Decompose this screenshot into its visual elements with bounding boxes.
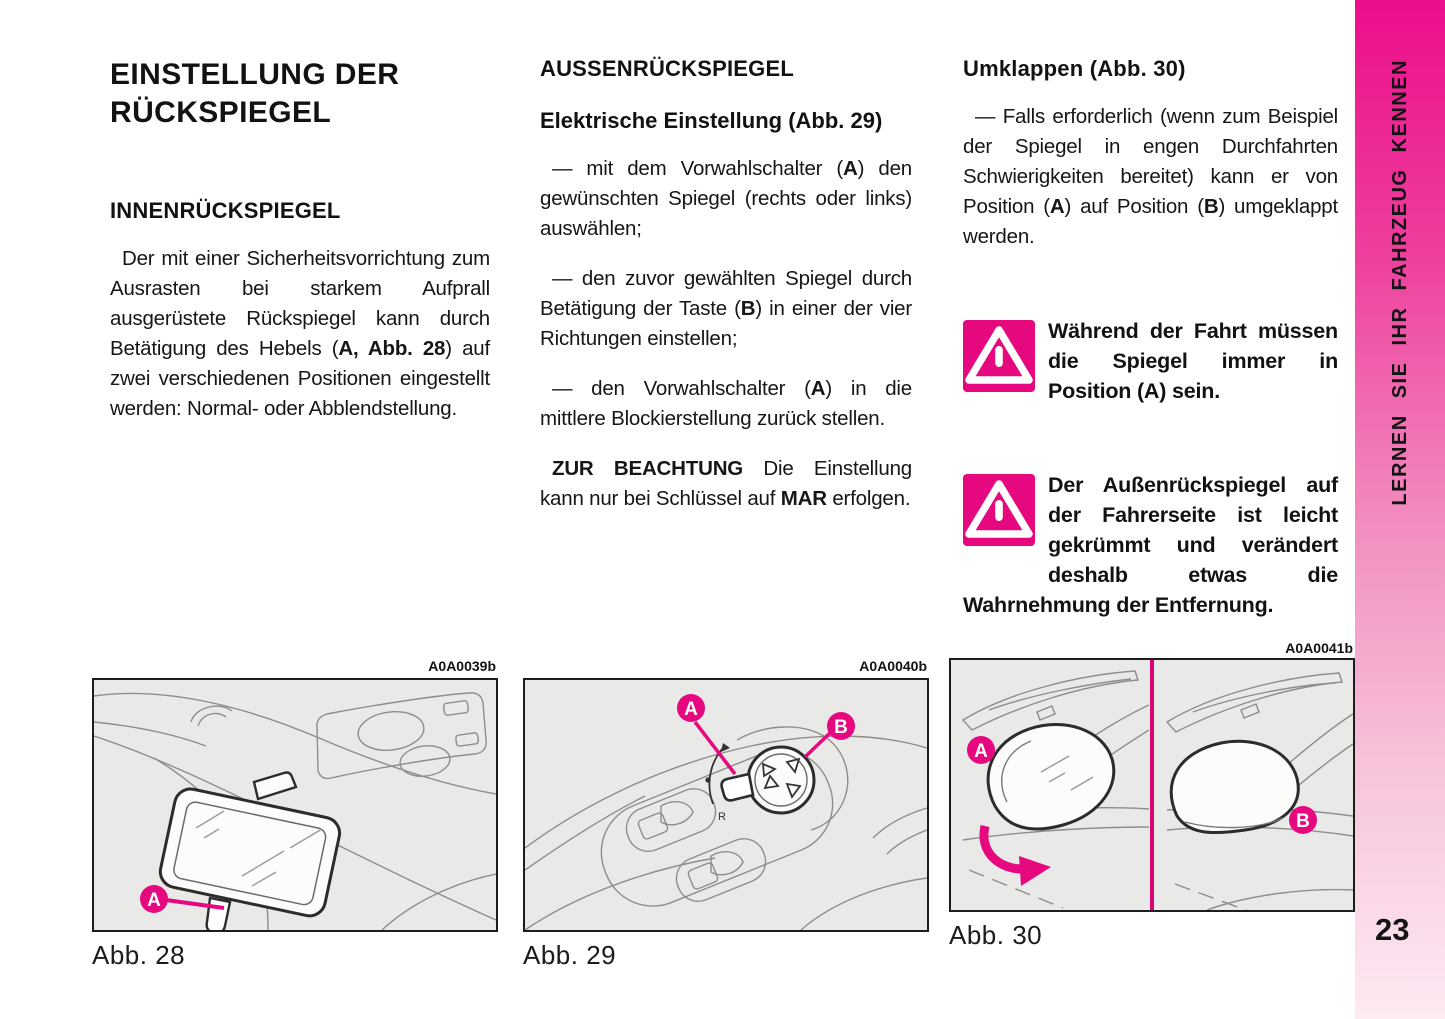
interior-mirror bbox=[157, 773, 342, 931]
text-segment-bold: B bbox=[740, 297, 756, 320]
subheading-elektrische-einstellung: Elektrische Einstellung (Abb. 29) bbox=[540, 108, 883, 133]
svg-text:R: R bbox=[718, 811, 726, 823]
callout-b-label: B bbox=[1296, 811, 1310, 832]
warning-triangle-glyph bbox=[963, 320, 1035, 392]
paragraph-zur-beachtung bbox=[540, 454, 912, 514]
text-segment: Der mit einer Sicherheitsvorrichtung zum Ausrasten bei starkem Aufprall ausgerüstete Rückspiegel kann durch Betätigung des Hebels ( bbox=[110, 247, 490, 360]
figure-frame bbox=[523, 678, 929, 932]
heading-aussenrueckspiegel: AUSSENRÜCKSPIEGEL bbox=[540, 56, 794, 81]
fig29-illustration bbox=[525, 680, 927, 930]
column-middle bbox=[540, 56, 912, 514]
warning-triangle-icon bbox=[963, 474, 1035, 546]
door-panel-lines bbox=[525, 727, 927, 930]
warning-triangle-icon bbox=[963, 320, 1035, 392]
text-segment-bold: MAR bbox=[780, 487, 827, 510]
page-title-line2: RÜCKSPIEGEL bbox=[110, 96, 332, 129]
chapter-title-container bbox=[1355, 0, 1445, 565]
page-title-line1: EINSTELLUNG DER bbox=[110, 58, 400, 91]
figure-abb28 bbox=[92, 658, 498, 971]
overhead-console bbox=[317, 693, 486, 779]
text-segment-bold: B bbox=[1203, 195, 1219, 218]
fold-arrow bbox=[984, 826, 1051, 886]
callout-b bbox=[805, 712, 855, 757]
text-segment-bold: A bbox=[810, 377, 826, 400]
figure-abb30 bbox=[949, 640, 1355, 951]
paragraph-vorwahlschalter bbox=[540, 154, 912, 244]
warning-triangle-glyph bbox=[963, 474, 1035, 546]
figure-frame bbox=[92, 678, 498, 932]
figure-caption: Abb. 28 bbox=[92, 940, 186, 970]
text-segment-bold: ZUR BEACHTUNG bbox=[552, 457, 744, 480]
figure-code: A0A0041b bbox=[1285, 640, 1353, 656]
text-segment: ) umgeklappt werden. bbox=[963, 195, 1338, 248]
figure-abb29 bbox=[523, 658, 929, 971]
callout-a-label: A bbox=[974, 741, 988, 762]
figure-code: A0A0039b bbox=[428, 658, 496, 674]
text-segment-bold: A, Abb. 28 bbox=[338, 337, 446, 360]
text-segment: Die Einstellung kann nur bei Schlüssel auf bbox=[540, 457, 912, 510]
chapter-title-vertical: LERNEN SIE IHR FAHRZEUG KENNEN bbox=[1388, 59, 1411, 506]
page-number: 23 bbox=[1375, 912, 1410, 947]
figure-caption: Abb. 30 bbox=[949, 920, 1043, 950]
paragraph-innenrueckspiegel bbox=[110, 244, 490, 424]
page-title bbox=[110, 56, 490, 132]
column-left bbox=[110, 56, 490, 424]
mirror-position-a bbox=[988, 725, 1114, 829]
callout-a-label: A bbox=[684, 699, 698, 720]
text-segment: — Falls erforderlich (wenn zum Beispiel der Spiegel in engen Durchfahrten Schwierigkeiten bereitet) kann er von Position ( bbox=[963, 105, 1338, 218]
callout-b-label: B bbox=[834, 717, 848, 738]
heading-umklappen: Umklappen (Abb. 30) bbox=[963, 56, 1186, 81]
figure-caption: Abb. 29 bbox=[523, 940, 617, 970]
fig30-illustration bbox=[951, 660, 1353, 910]
text-segment: — den Vorwahlschalter ( bbox=[552, 377, 811, 400]
warning-box-gekruemmt bbox=[963, 470, 1338, 620]
text-segment: ) den gewünschten Spiegel (rechts oder links) auswählen; bbox=[540, 157, 912, 240]
heading-innenrueckspiegel: INNENRÜCKSPIEGEL bbox=[110, 198, 341, 223]
text-segment: — mit dem Vorwahlschalter ( bbox=[552, 157, 844, 180]
callout-a bbox=[677, 694, 735, 774]
text-segment: erfolgen. bbox=[826, 487, 911, 510]
text-segment: ) in einer der vier Richtungen einstellen; bbox=[540, 297, 913, 350]
paragraph-umklappen bbox=[963, 102, 1338, 252]
warning-text-gekruemmt: Der Außenrückspiegel auf der Fahrerseite ist leicht gekrümmt und verändert deshalb etwas die Wahrnehmung der Entfernung. bbox=[963, 473, 1338, 617]
text-segment: ) in die mittlere Blockierstellung zurück stellen. bbox=[540, 377, 912, 430]
text-segment: ) auf Position ( bbox=[1064, 195, 1204, 218]
panel-divider bbox=[1150, 660, 1154, 910]
figure-frame bbox=[949, 658, 1355, 912]
text-segment: ) auf zwei verschiedenen Positionen eingestellt werden: Normal- oder Abblendstellung. bbox=[110, 337, 490, 420]
fig28-illustration bbox=[94, 680, 496, 930]
callout-b bbox=[1289, 806, 1317, 834]
mirror-position-b-folded bbox=[1171, 741, 1298, 832]
paragraph-blockierstellung bbox=[540, 374, 912, 434]
figure-code: A0A0040b bbox=[859, 658, 927, 674]
text-segment-bold: A bbox=[843, 157, 858, 180]
column-right bbox=[963, 56, 1338, 620]
text-segment-bold: A bbox=[1049, 195, 1065, 218]
warning-box-fahrt bbox=[963, 316, 1338, 406]
text-segment: — den zuvor gewählten Spiegel durch Betätigung der Taste ( bbox=[540, 267, 912, 320]
chapter-sidebar bbox=[1355, 0, 1445, 1019]
callout-a bbox=[967, 736, 995, 764]
callout-a-label: A bbox=[147, 890, 161, 911]
paragraph-taste bbox=[540, 264, 912, 354]
warning-text-fahrt: Während der Fahrt müssen die Spiegel immer in Position (A) sein. bbox=[1048, 319, 1338, 403]
